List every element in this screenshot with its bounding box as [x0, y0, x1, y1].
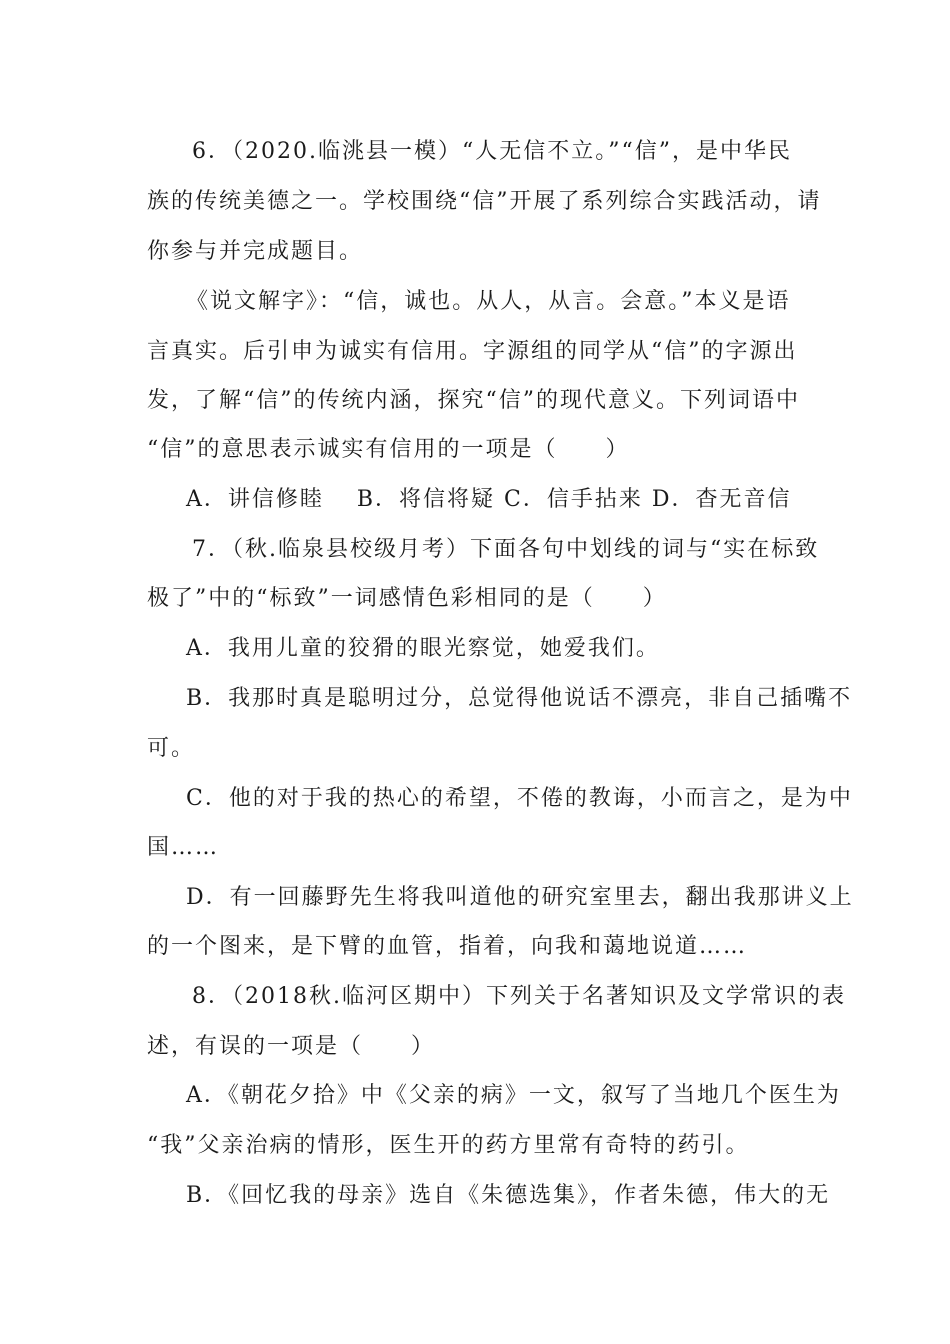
q8-option-a-line-1: A．《朝花夕拾》中《父亲的病》一文，叙写了当地几个医生为: [186, 1083, 841, 1108]
q7-option-c-line-2: 国……: [147, 835, 220, 860]
q7-option-a: A．我用儿童的狡猾的眼光察觉，她爱我们。: [186, 636, 660, 661]
q7-option-b-line-2: 可。: [147, 736, 196, 761]
q6-line-6: 发，了解“信”的传统内涵，探究“信”的现代意义。下列词语中: [147, 388, 800, 413]
q7-line-2: 极了”中的“标致”一词感情色彩相同的是（ ）: [147, 586, 667, 611]
q8-option-b-line-1: B．《回忆我的母亲》选自《朱德选集》，作者朱德，伟大的无: [186, 1183, 831, 1208]
q8-line-2: 述，有误的一项是（ ）: [147, 1034, 436, 1059]
q7-option-c-line-1: C．他的对于我的热心的希望，不倦的教诲，小而言之，是为中: [186, 786, 853, 811]
q6-options: A．讲信修睦 B．将信将疑 C．信手拈来 D．杳无音信: [186, 487, 792, 512]
q7-option-d-line-1: D．有一回藤野先生将我叫道他的研究室里去，翻出我那讲义上: [186, 885, 854, 910]
q7-option-d-line-2: 的一个图来，是下臂的血管，指着，向我和蔼地说道……: [147, 934, 748, 959]
q7-line-1: 7．（秋.临泉县校级月考）下面各句中划线的词与“实在标致: [192, 537, 820, 562]
q6-line-5: 言真实。后引申为诚实有信用。字源组的同学从“信”的字源出: [147, 339, 798, 364]
q8-line-1: 8．（2018秋.临河区期中）下列关于名著知识及文学常识的表: [192, 984, 846, 1009]
q6-line-1: 6．（2020.临洮县一模）“人无信不立。”“信”，是中华民: [192, 139, 792, 164]
q6-line-7: “信”的意思表示诚实有信用的一项是（ ）: [147, 437, 630, 462]
q6-line-2: 族的传统美德之一。学校围绕“信”开展了系列综合实践活动，请: [147, 189, 822, 214]
q8-option-a-line-2: “我”父亲治病的情形，医生开的药方里常有奇特的药引。: [147, 1133, 750, 1158]
q6-line-4: 《说文解字》：“信，诚也。从人，从言。会意。”本义是语: [186, 289, 791, 314]
q7-option-b-line-1: B．我那时真是聪明过分，总觉得他说话不漂亮，非自己插嘴不: [186, 686, 853, 711]
q6-line-3: 你参与并完成题目。: [147, 239, 364, 264]
